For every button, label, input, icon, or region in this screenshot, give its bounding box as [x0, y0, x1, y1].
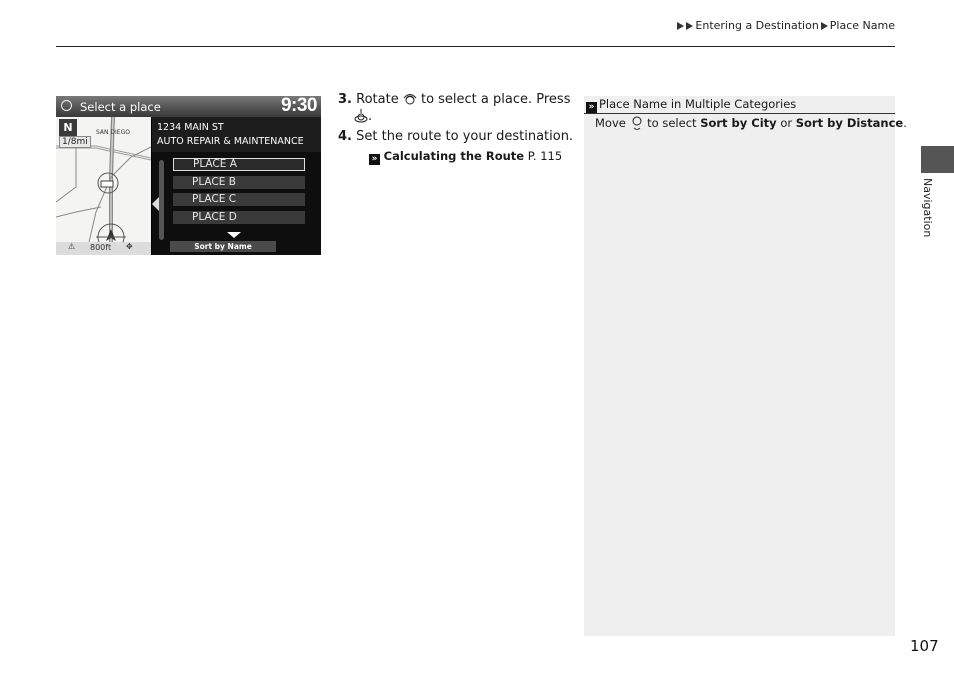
breadcrumb: [677, 19, 895, 32]
list-item[interactable]: PLACE C: [173, 193, 305, 206]
sort-by-distance-option: Sort by Distance: [795, 116, 904, 130]
note-text-part: or: [780, 116, 793, 130]
step-text: Rotate: [356, 92, 399, 107]
home-icon: [61, 100, 72, 111]
chapter-label: [918, 178, 938, 248]
scroll-down-arrow-icon[interactable]: [227, 232, 241, 238]
step-text: to select a place. Press: [420, 92, 571, 107]
place-address: 1234 MAIN ST: [157, 122, 224, 133]
sort-by-name-button[interactable]: Sort by Name: [170, 241, 276, 252]
step-number: 4.: [338, 129, 352, 144]
header-rule: [56, 46, 895, 47]
screen-clock: 9:30: [280, 96, 317, 116]
chapter-tab: [921, 146, 954, 173]
screen-title: Select a place: [80, 100, 161, 114]
triangle-icon: [821, 22, 828, 30]
map-street-label: SAN DIEGO: [96, 129, 130, 136]
note-marker-icon: »: [586, 102, 597, 113]
map-scale-label: 1/8mi: [59, 136, 91, 148]
breadcrumb-item-entering-destination: Entering a Destination: [695, 19, 819, 32]
side-note-title: Place Name in Multiple Categories: [599, 97, 797, 111]
scroll-left-arrow-icon[interactable]: [152, 197, 159, 211]
step-3-continued: [354, 109, 372, 124]
list-item[interactable]: PLACE B: [173, 176, 305, 189]
breadcrumb-item-place-name: Place Name: [829, 19, 895, 32]
reference-link[interactable]: [369, 149, 562, 165]
place-category: AUTO REPAIR & MAINTENANCE: [157, 136, 304, 147]
step-4: [338, 129, 573, 144]
triangle-icon: [686, 22, 693, 30]
place-info-panel: [152, 117, 321, 152]
map-view: [56, 117, 151, 255]
warning-icon: ⚠: [68, 242, 76, 251]
sort-by-city-option: Sort by City: [700, 116, 777, 130]
step-3: [338, 92, 570, 107]
place-list: [152, 152, 321, 255]
note-text-part: to select: [647, 116, 697, 130]
chapter-label-text: Navigation: [921, 178, 934, 238]
step-number: 3.: [338, 92, 352, 107]
north-indicator-icon: N: [59, 119, 77, 136]
reference-title[interactable]: Calculating the Route: [383, 149, 525, 163]
side-note-header: [584, 96, 895, 114]
interface-dial-press-icon: [354, 109, 368, 123]
compass-icon: ✥: [126, 242, 133, 251]
list-item[interactable]: PLACE A: [173, 158, 305, 171]
side-note: [584, 96, 907, 636]
list-item[interactable]: PLACE D: [173, 211, 305, 224]
side-note-text: [595, 116, 907, 130]
interface-dial-rotate-icon: [403, 92, 417, 106]
interface-dial-move-icon: [630, 116, 644, 130]
screen-header: [56, 96, 321, 117]
note-text-part: .: [903, 116, 907, 130]
triangle-icon: [677, 22, 684, 30]
navigation-screen: [56, 96, 321, 255]
list-scrollbar[interactable]: [159, 160, 164, 240]
cross-reference-icon: »: [369, 154, 380, 165]
map-footer: [56, 242, 151, 255]
step-text: .: [368, 109, 373, 124]
step-text: Set the route to your destination.: [356, 129, 574, 144]
reference-page[interactable]: P. 115: [527, 149, 563, 163]
note-text-part: Move: [595, 116, 626, 130]
map-scale-bottom: 800ft: [90, 243, 112, 252]
page-number: 107: [910, 637, 939, 655]
